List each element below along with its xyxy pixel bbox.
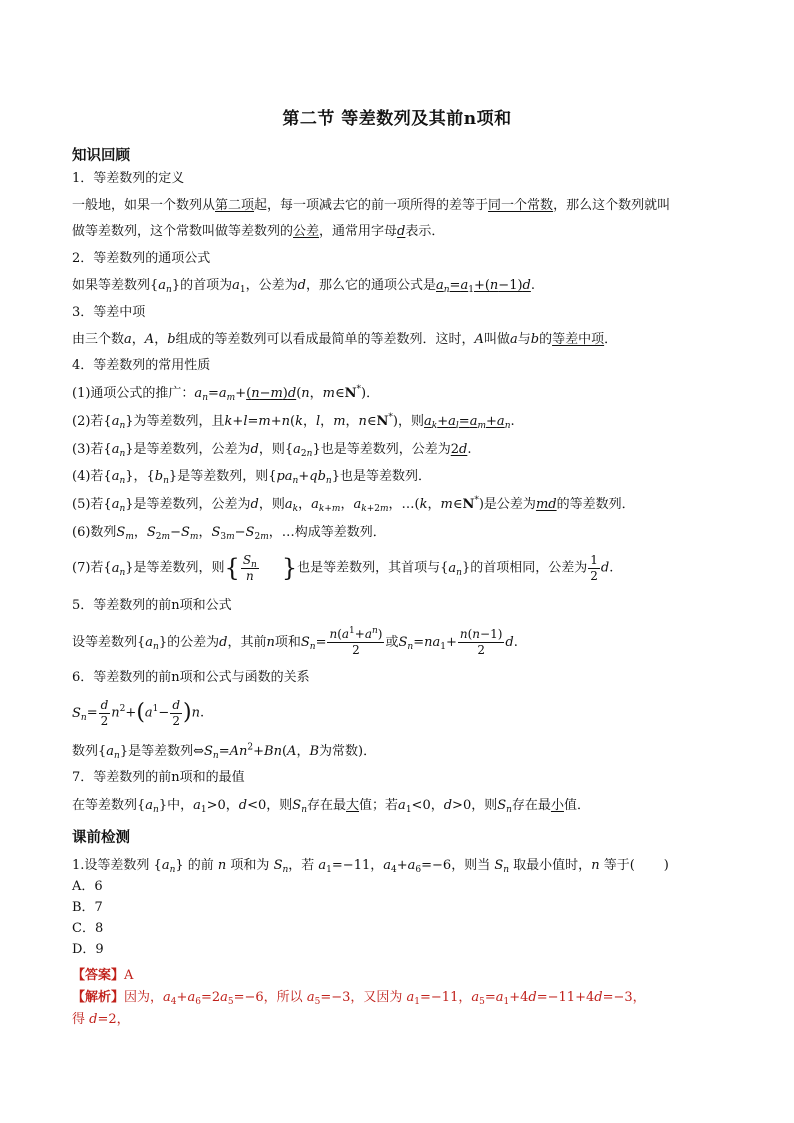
item3-heading: 3．等差中项 [72, 305, 146, 320]
property-4: (4)若$\{a_n\}$，$\{b_n\}$是等差数列，则$\{pa_n+qb_n\}$也是等差数列． [72, 469, 431, 486]
item1-heading: 1．等差数列的定义 [72, 171, 185, 186]
option-a: A．6 [72, 879, 103, 894]
item4-heading: 4．等差数列的常用性质 [72, 358, 211, 373]
option-b: B．7 [72, 900, 103, 915]
item2-heading: 2．等差数列的通项公式 [72, 251, 211, 266]
item5-heading: 5．等差数列的前n项和公式 [72, 598, 232, 613]
property-3: (3)若$\{a_n\}$是等差数列，公差为d，则$\{a_{2n}\}$也是等差数列，公差为2d. [72, 442, 472, 459]
item1-body-line1: 一般地，如果一个数列从第二项起，每一项减去它的前一项所得的差等于同一个常数，那么这个数列就叫 [72, 198, 671, 213]
item5-body: 设等差数列$\{a_n\}$的公差为d，其前n项和$S_n=$ $\frac{n(a^1+a^n)}{2}$ 或$S_n=na_1+$ $\frac{n(n-1)}{2}$ d. [72, 626, 518, 657]
page-title: 第二节 等差数列及其前n项和 [282, 109, 512, 129]
property-6: (6)数列$S_m$，$S_{2m}-S_m$，$S_{3m}-S_{2m}$，…构成等差数列． [72, 525, 386, 542]
option-d: D．9 [72, 942, 104, 957]
question-1: 1.设等差数列 $\{a_n\}$ 的前 n 项和为 $S_n$，若 $a_1=-11$，$a_4+a_6=-6$，则当 $S_n$ 取最小值时，n 等于( ) [72, 858, 669, 875]
option-c: C．8 [72, 921, 104, 936]
analysis-line1: 【解析】因为，$a_4+a_6=2a_5=-6$，所以 $a_5=-3$，又因为 $a_1=-11$，$a_5=a_1+4d=-11+4d=-3$， [72, 990, 646, 1007]
item2-body: 如果等差数列$\{a_n\}$的首项为$a_1$，公差为d，那么它的通项公式是$a_n=a_1+(n-1)d$. [72, 278, 536, 295]
property-2: (2)若$\{a_n\}$为等差数列，且k+l=m+n(k，l，m，n∈N*)，则$a_k+a_l=a_m+a_n$. [72, 412, 515, 431]
section-heading-pretest: 课前检测 [72, 829, 130, 846]
answer-line: 【答案】A [72, 968, 134, 983]
item7-body: 在等差数列$\{a_n\}$中，$a_1>0$，d<0，则$S_n$存在最大值；若$a_1<0$，d>0，则$S_n$存在最小值． [72, 798, 590, 815]
property-7: (7)若$\{a_n\}$是等差数列，则{ $\frac{S_n}{n}$ }也是等差数列，其首项与$\{a_n\}$的首项相同，公差为 $\frac{1}{2}$ d. [72, 552, 614, 583]
item6-formula: $S_n=$ $\frac{d}{2}$ $n^2+(a^1-$ $\frac{d}{2}$ )n. [72, 697, 205, 728]
section-heading-review: 知识回顾 [72, 147, 130, 164]
property-1: (1)通项公式的推广：$a_n=a_m+(n-m)d(n$，m∈N*)． [72, 384, 380, 403]
analysis-line2: 得 d=2， [72, 1012, 130, 1027]
property-5: (5)若$\{a_n\}$是等差数列，公差为d，则$a_k$，$a_{k+m}$，$a_{k+2m}$，…(k，m∈N*)是公差为md的等差数列． [72, 495, 635, 514]
item7-heading: 7．等差数列的前n项和的最值 [72, 770, 245, 785]
item1-body-line2: 做等差数列，这个常数叫做等差数列的公差，通常用字母d表示． [72, 224, 445, 239]
item3-body: 由三个数a，A，b组成的等差数列可以看成最简单的等差数列．这时，A叫做a与b的等差中项． [72, 332, 618, 347]
item6-heading: 6．等差数列的前n项和公式与函数的关系 [72, 670, 310, 685]
item6-body: 数列$\{a_n\}$是等差数列$\Leftrightarrow S_n=An^2+Bn(A$，B为常数)． [72, 742, 377, 761]
